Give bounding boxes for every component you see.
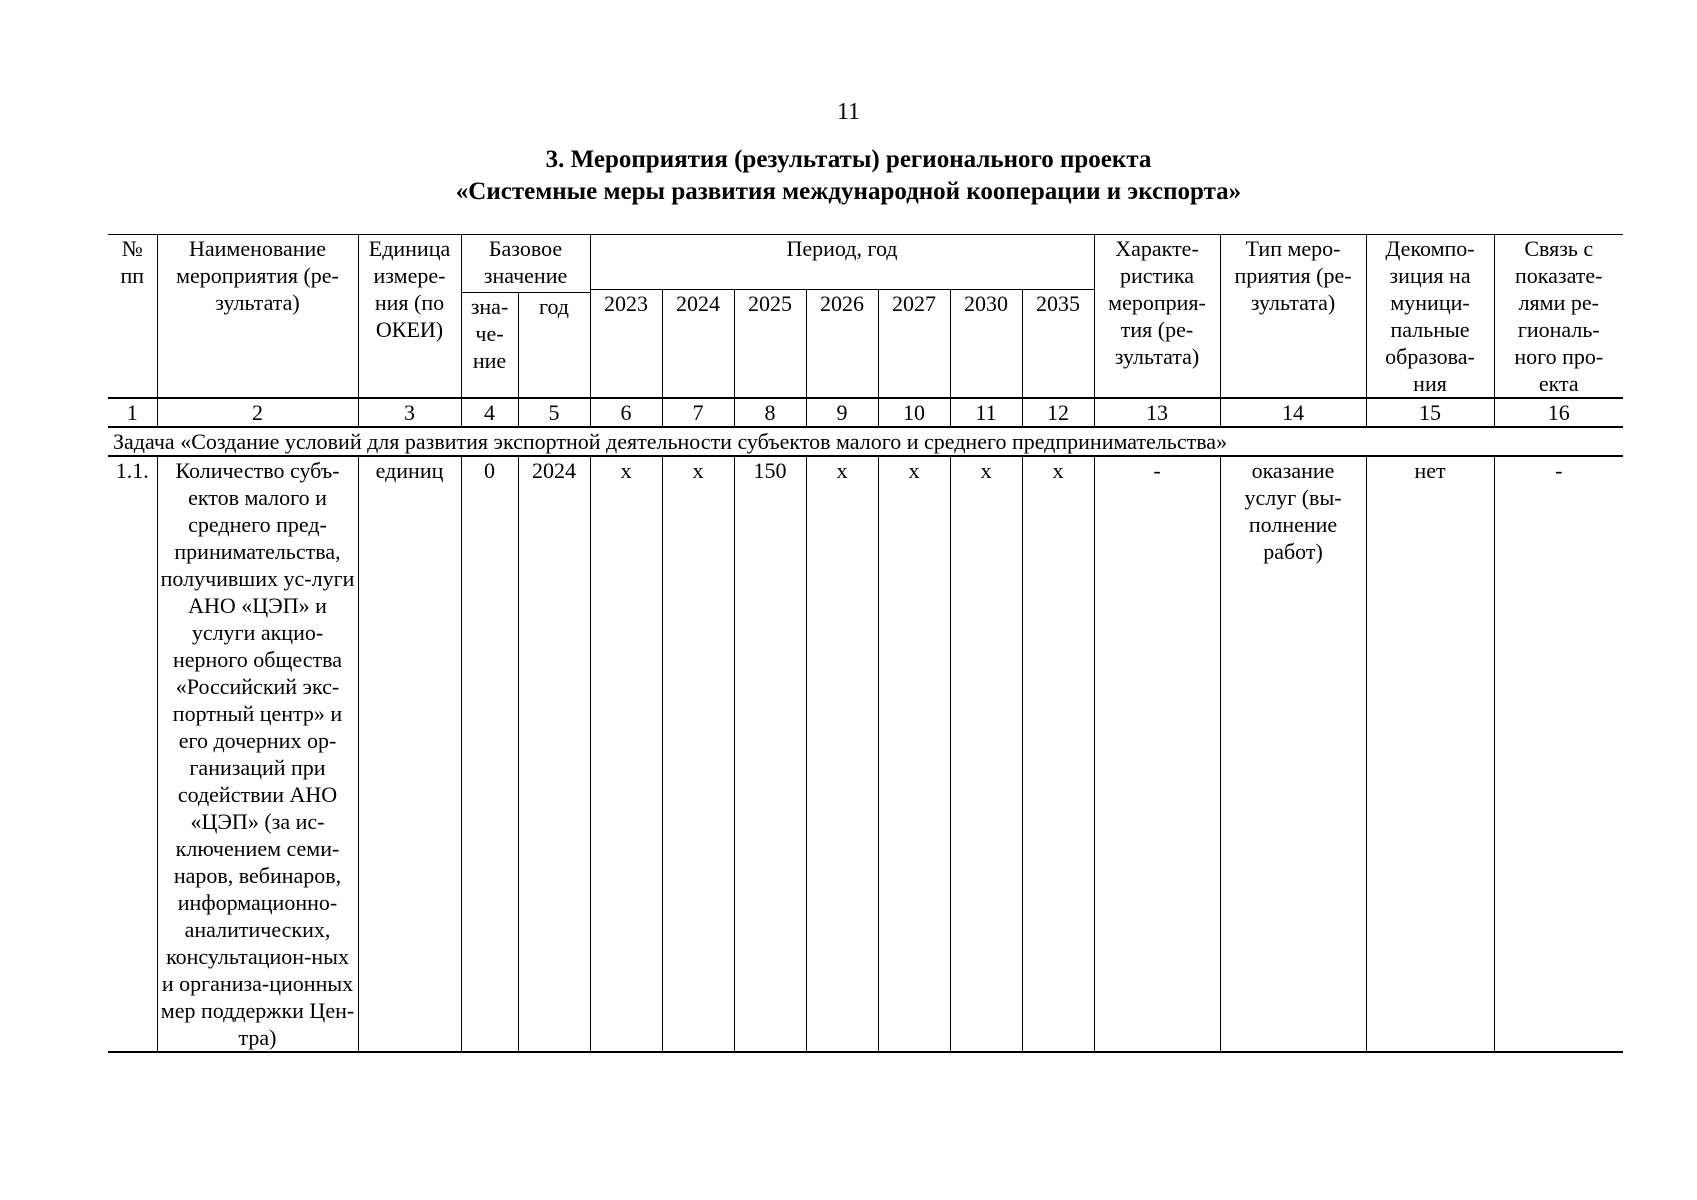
row-year-2025: 150 [734,456,806,1052]
table-row [108,456,1623,1052]
header-base-year: год [518,293,590,399]
row-base-year: 2024 [518,456,590,1052]
column-number: 4 [461,398,518,427]
page-number: 11 [836,99,861,125]
header-year-2023: 2023 [590,289,662,398]
header-base: Базовое значение [461,235,590,290]
column-number: 12 [1022,398,1094,427]
column-number: 16 [1494,398,1623,427]
header-type: Тип меро-приятия (ре-зультата) [1220,235,1366,399]
column-number: 13 [1094,398,1220,427]
row-year-2027: х [878,456,950,1052]
row-year-2035: х [1022,456,1094,1052]
project-title: «Системные меры развития международной кооперации и экспорта» [455,178,1242,205]
column-number: 14 [1220,398,1366,427]
column-number: 10 [878,398,950,427]
row-num: 1.1. [108,456,157,1052]
row-link: - [1494,456,1623,1052]
row-type: оказание услуг (вы-полнение работ) [1220,456,1366,1052]
header-year-2024: 2024 [662,289,734,398]
column-number: 9 [806,398,878,427]
row-year-2024: х [662,456,734,1052]
header-num: № пп [108,235,157,399]
header-year-2025: 2025 [734,289,806,398]
header-year-2035: 2035 [1022,289,1094,398]
column-number: 8 [734,398,806,427]
header-base-value: зна-че-ние [461,293,518,399]
row-base-value: 0 [461,456,518,1052]
header-characteristic: Характе-ристика мероприя-тия (ре-зультата) [1094,235,1220,399]
measures-table [108,234,1623,1053]
section-title: 3. Мероприятия (результаты) регионального проекта [545,146,1152,173]
header-row-1 [108,235,1623,290]
header-year-2026: 2026 [806,289,878,398]
column-number-row [108,398,1623,427]
header-link: Связь с показате-лями ре-гиональ-ного про-екта [1494,235,1623,399]
header-year-2030: 2030 [950,289,1022,398]
column-number: 3 [358,398,461,427]
row-characteristic: - [1094,456,1220,1052]
column-number: 1 [108,398,157,427]
column-number: 5 [518,398,590,427]
row-year-2023: х [590,456,662,1052]
task-text: Задача «Создание условий для развития экспортной деятельности субъектов малого и среднего предпринимательства» [108,427,1623,456]
row-name: Количество субъ-ектов малого и среднего пред-принимательства, получивших ус-луги АНО «ЦЭП» и услуги акцио-нерного общества «Российский экс-портный центр» и его дочерних ор-ганизаций при содействии АНО «ЦЭП» (за ис-ключением семи-наров, вебинаров, информационно-аналитических, консультацион-ных и организа-ционных мер поддержки Цен-тра) [157,456,358,1052]
column-number: 15 [1366,398,1494,427]
header-decomposition: Декомпо-зиция на муници-пальные образова-ния [1366,235,1494,399]
column-number: 6 [590,398,662,427]
row-year-2026: х [806,456,878,1052]
column-number: 2 [157,398,358,427]
column-number: 11 [950,398,1022,427]
column-number: 7 [662,398,734,427]
header-unit: Единица измере-ния (по ОКЕИ) [358,235,461,399]
header-name: Наименование мероприятия (ре-зультата) [157,235,358,399]
row-unit: единиц [358,456,461,1052]
task-row [108,427,1623,456]
header-year-2027: 2027 [878,289,950,398]
row-year-2030: х [950,456,1022,1052]
row-decomposition: нет [1366,456,1494,1052]
header-period: Период, год [590,235,1094,290]
